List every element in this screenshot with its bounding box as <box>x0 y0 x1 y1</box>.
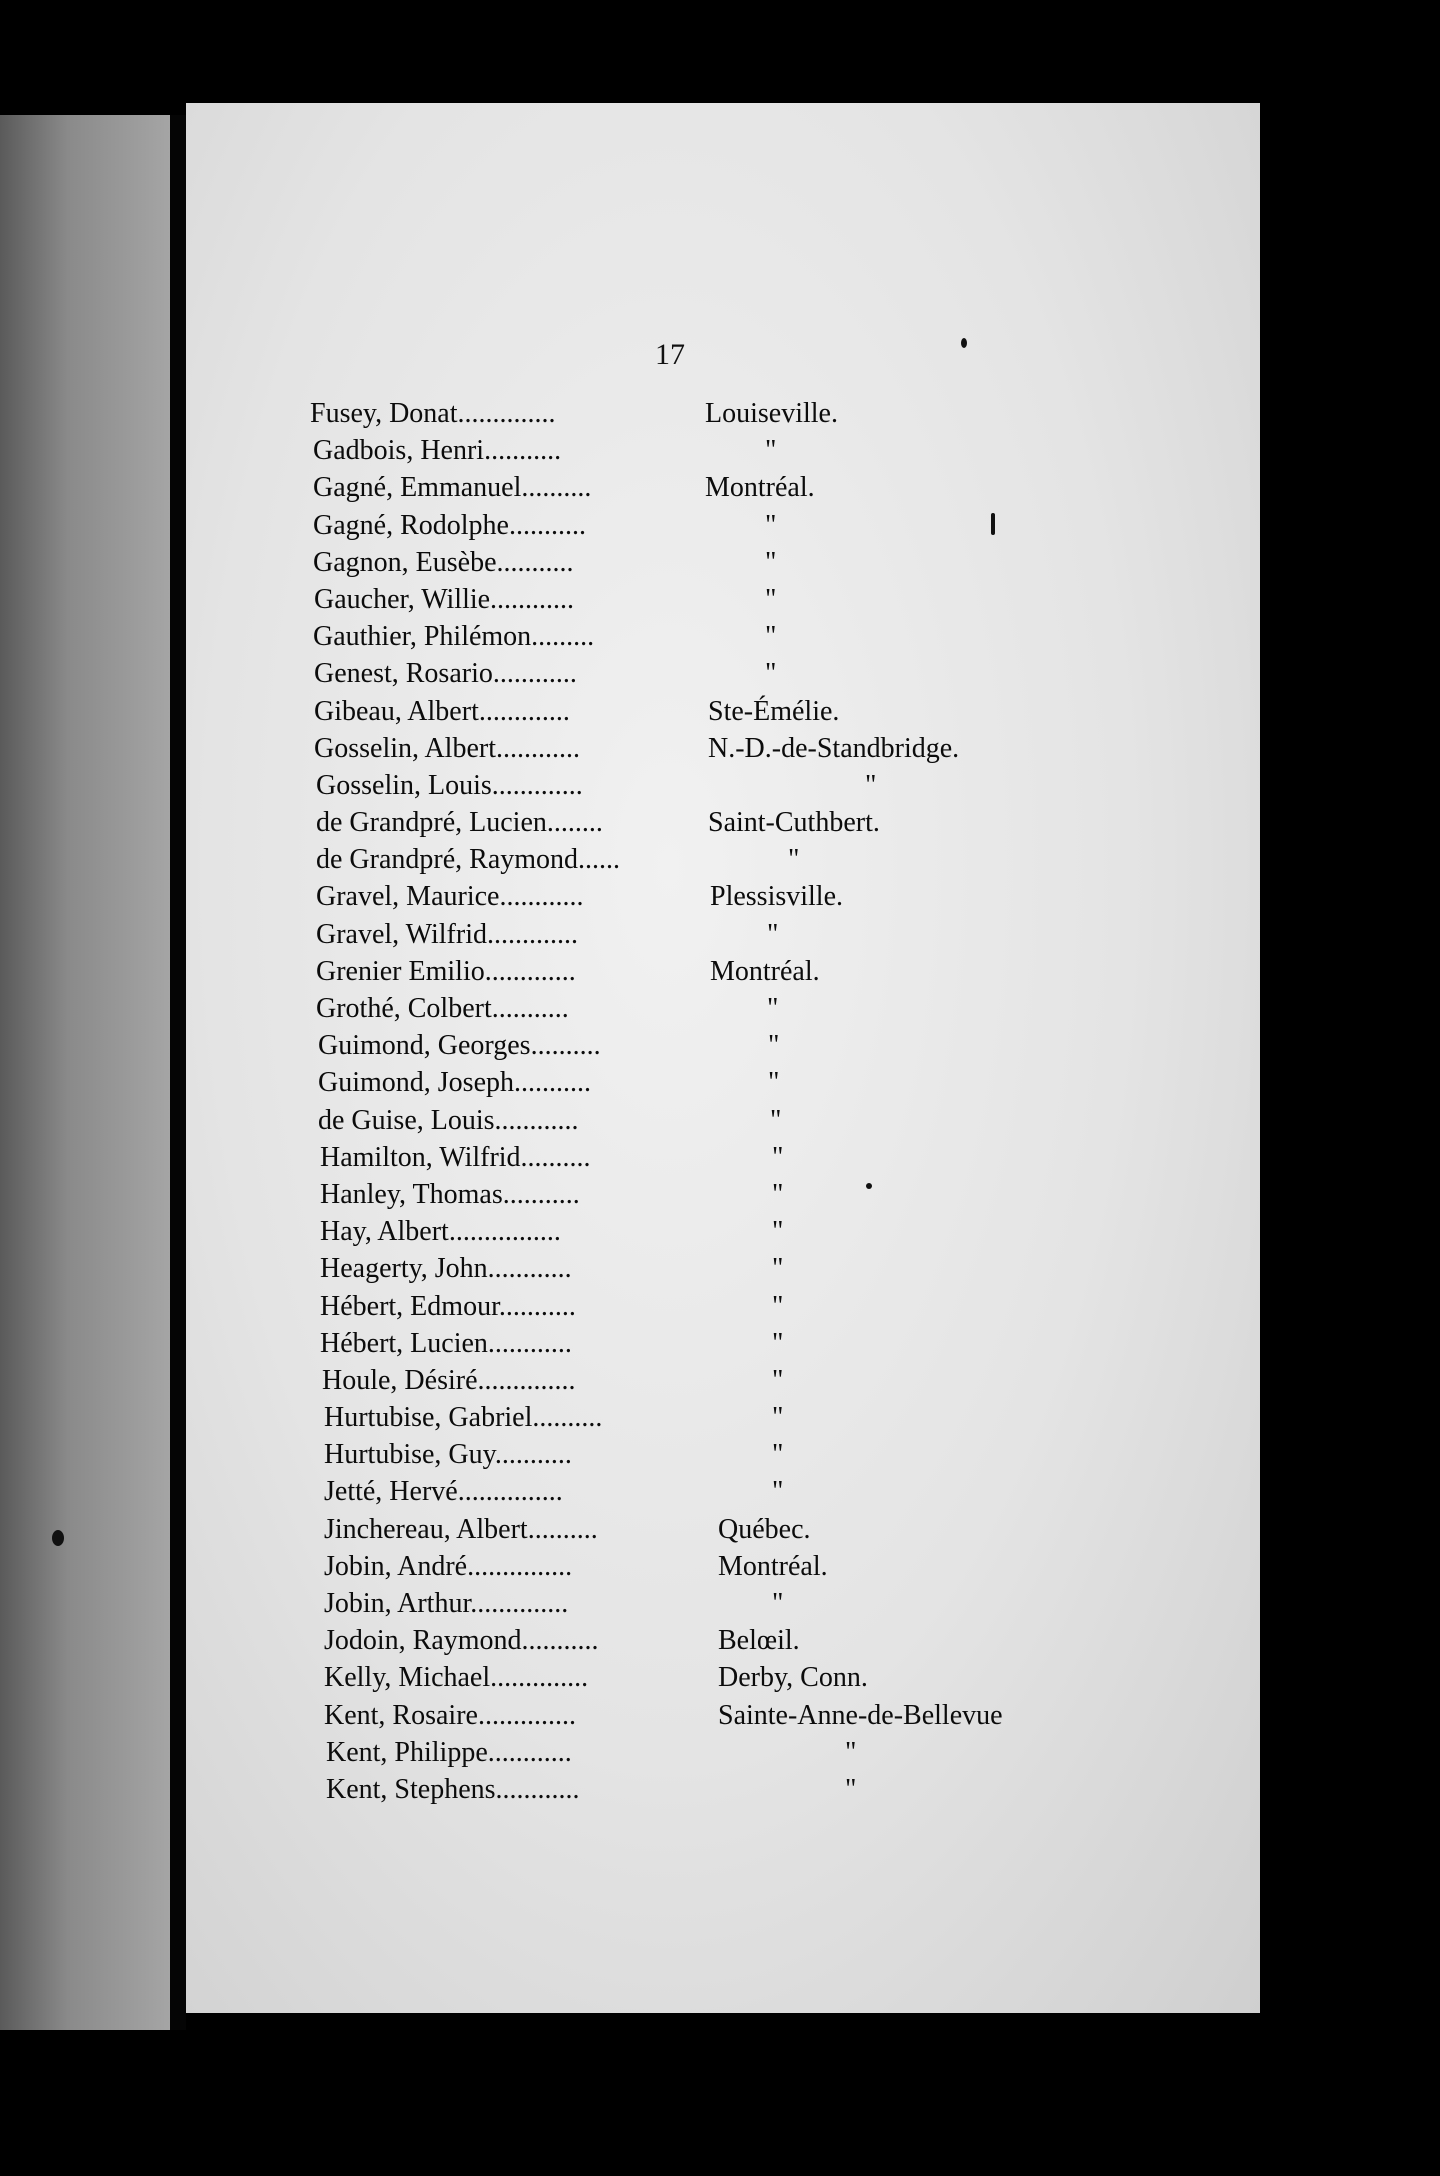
list-item <box>310 693 1070 730</box>
list-item <box>310 1102 1070 1139</box>
entry-name: Gauthier, Philémon......... <box>313 621 595 653</box>
list-item <box>310 916 1070 953</box>
entry-name: Hamilton, Wilfrid.......... <box>320 1141 591 1173</box>
list-item <box>310 1771 1070 1808</box>
entry-place: " <box>765 621 777 653</box>
entry-name: de Guise, Louis............ <box>318 1104 579 1136</box>
margin-ink-mark <box>52 1530 64 1546</box>
entry-name: Gaucher, Willie............ <box>314 583 575 615</box>
entry-name: Genest, Rosario............ <box>314 658 577 690</box>
entry-place: " <box>765 509 777 541</box>
entry-name: Jetté, Hervé............... <box>324 1476 563 1508</box>
entry-place: Sainte-Anne-de-Bellevue <box>718 1699 1003 1731</box>
list-item <box>310 1064 1070 1101</box>
entry-place: Belœil. <box>718 1625 800 1657</box>
list-item <box>310 507 1070 544</box>
entry-place: Montréal. <box>705 472 815 504</box>
entry-place: " <box>765 583 777 615</box>
entry-place: " <box>772 1216 784 1248</box>
list-item <box>310 1622 1070 1659</box>
list-item <box>310 618 1070 655</box>
list-item <box>310 1213 1070 1250</box>
entry-name: Guimond, Georges.......... <box>318 1030 601 1062</box>
list-item <box>310 1511 1070 1548</box>
entry-name: Hay, Albert................ <box>320 1216 561 1248</box>
entry-name: de Grandpré, Lucien........ <box>316 807 603 839</box>
entry-place: " <box>772 1439 784 1471</box>
entry-place: " <box>765 435 777 467</box>
entry-name: Gosselin, Albert............ <box>314 732 580 764</box>
entry-name: Jobin, André............... <box>324 1550 573 1582</box>
list-item <box>310 1288 1070 1325</box>
entry-name: Gagné, Rodolphe........... <box>313 509 586 541</box>
entry-name: Hanley, Thomas........... <box>320 1178 580 1210</box>
list-item <box>310 544 1070 581</box>
entry-name: Kent, Philippe............ <box>326 1736 572 1768</box>
entry-name: Grothé, Colbert........... <box>316 993 569 1024</box>
entry-place: Montréal. <box>718 1550 828 1582</box>
entry-name: Gosselin, Louis............. <box>316 769 583 801</box>
entry-place: " <box>765 546 777 578</box>
entry-name: Houle, Désiré.............. <box>322 1364 576 1396</box>
name-list <box>310 395 1070 1808</box>
entry-place: Saint-Cuthbert. <box>708 807 880 839</box>
entry-place: " <box>772 1402 784 1434</box>
list-item <box>310 1139 1070 1176</box>
entry-name: Kent, Rosaire.............. <box>324 1699 576 1731</box>
list-item <box>310 1362 1070 1399</box>
entry-place: " <box>765 658 777 690</box>
entry-name: Kelly, Michael.............. <box>324 1662 589 1694</box>
list-item <box>310 841 1070 878</box>
entry-place: " <box>772 1327 784 1359</box>
entry-place: Montréal. <box>710 955 820 987</box>
entry-place: " <box>772 1476 784 1508</box>
list-item <box>310 1548 1070 1585</box>
entry-name: Hurtubise, Guy........... <box>324 1439 572 1471</box>
list-item <box>310 1473 1070 1510</box>
list-item <box>310 395 1070 432</box>
entry-place: " <box>768 1030 780 1062</box>
binding-gutter <box>170 115 186 2030</box>
entry-place: N.-D.-de-Standbridge. <box>708 732 960 764</box>
entry-place: " <box>772 1178 784 1210</box>
entry-name: Hébert, Edmour........... <box>320 1290 576 1322</box>
entry-name: Gagné, Emmanuel.......... <box>313 472 592 504</box>
entry-name: Hurtubise, Gabriel.......... <box>324 1402 603 1434</box>
entry-name: Gravel, Wilfrid............. <box>316 918 578 950</box>
entry-place: Québec. <box>718 1513 811 1545</box>
entry-name: Heagerty, John............ <box>320 1253 572 1285</box>
entry-place: " <box>767 993 779 1024</box>
entry-name: Guimond, Joseph........... <box>318 1067 591 1099</box>
list-item <box>310 1250 1070 1287</box>
entry-place: " <box>767 918 779 950</box>
entry-place: " <box>845 1773 857 1805</box>
entry-place: " <box>772 1364 784 1396</box>
entry-name: Fusey, Donat.............. <box>310 398 556 429</box>
entry-place: " <box>772 1141 784 1173</box>
list-item <box>310 469 1070 506</box>
entry-place: Ste-Émélie. <box>708 695 840 727</box>
entry-place: " <box>845 1736 857 1768</box>
list-item <box>310 953 1070 990</box>
entry-name: Jobin, Arthur.............. <box>324 1588 569 1619</box>
list-item <box>310 655 1070 692</box>
list-item <box>310 730 1070 767</box>
list-item <box>310 990 1070 1027</box>
entry-name: Gravel, Maurice............ <box>316 881 584 913</box>
list-item <box>310 1659 1070 1696</box>
entry-place: Louiseville. <box>705 398 838 429</box>
list-item <box>310 432 1070 469</box>
list-item <box>310 1325 1070 1362</box>
list-item <box>310 1399 1070 1436</box>
list-item <box>310 581 1070 618</box>
entry-place: " <box>768 1067 780 1099</box>
list-item <box>310 1697 1070 1734</box>
entry-place: " <box>772 1588 784 1619</box>
entry-place: Plessisville. <box>710 881 844 913</box>
entry-name: Jodoin, Raymond........... <box>324 1625 599 1657</box>
list-item <box>310 878 1070 915</box>
list-item <box>310 1176 1070 1213</box>
list-item <box>310 1585 1070 1622</box>
entry-name: Hébert, Lucien............ <box>320 1327 572 1359</box>
entry-place: " <box>772 1290 784 1322</box>
entry-place: " <box>772 1253 784 1285</box>
entry-place: " <box>788 844 800 876</box>
entry-place: " <box>770 1104 782 1136</box>
list-item <box>310 1734 1070 1771</box>
left-page-edge <box>0 115 170 2030</box>
page-number: 17 <box>655 338 685 371</box>
entry-name: Jinchereau, Albert.......... <box>324 1513 598 1545</box>
entry-name: Gagnon, Eusèbe........... <box>313 546 574 578</box>
entry-place: Derby, Conn. <box>718 1662 868 1694</box>
list-item <box>310 1436 1070 1473</box>
entry-name: Gadbois, Henri........... <box>313 435 562 467</box>
entry-place: " <box>865 769 877 801</box>
list-item <box>310 1027 1070 1064</box>
entry-name: Grenier Emilio............. <box>316 955 576 987</box>
entry-name: Gibeau, Albert............. <box>314 695 570 727</box>
list-item <box>310 767 1070 804</box>
entry-name: de Grandpré, Raymond...... <box>316 844 621 876</box>
list-item <box>310 804 1070 841</box>
entry-name: Kent, Stephens............ <box>326 1773 580 1805</box>
ink-smudge <box>961 338 967 348</box>
